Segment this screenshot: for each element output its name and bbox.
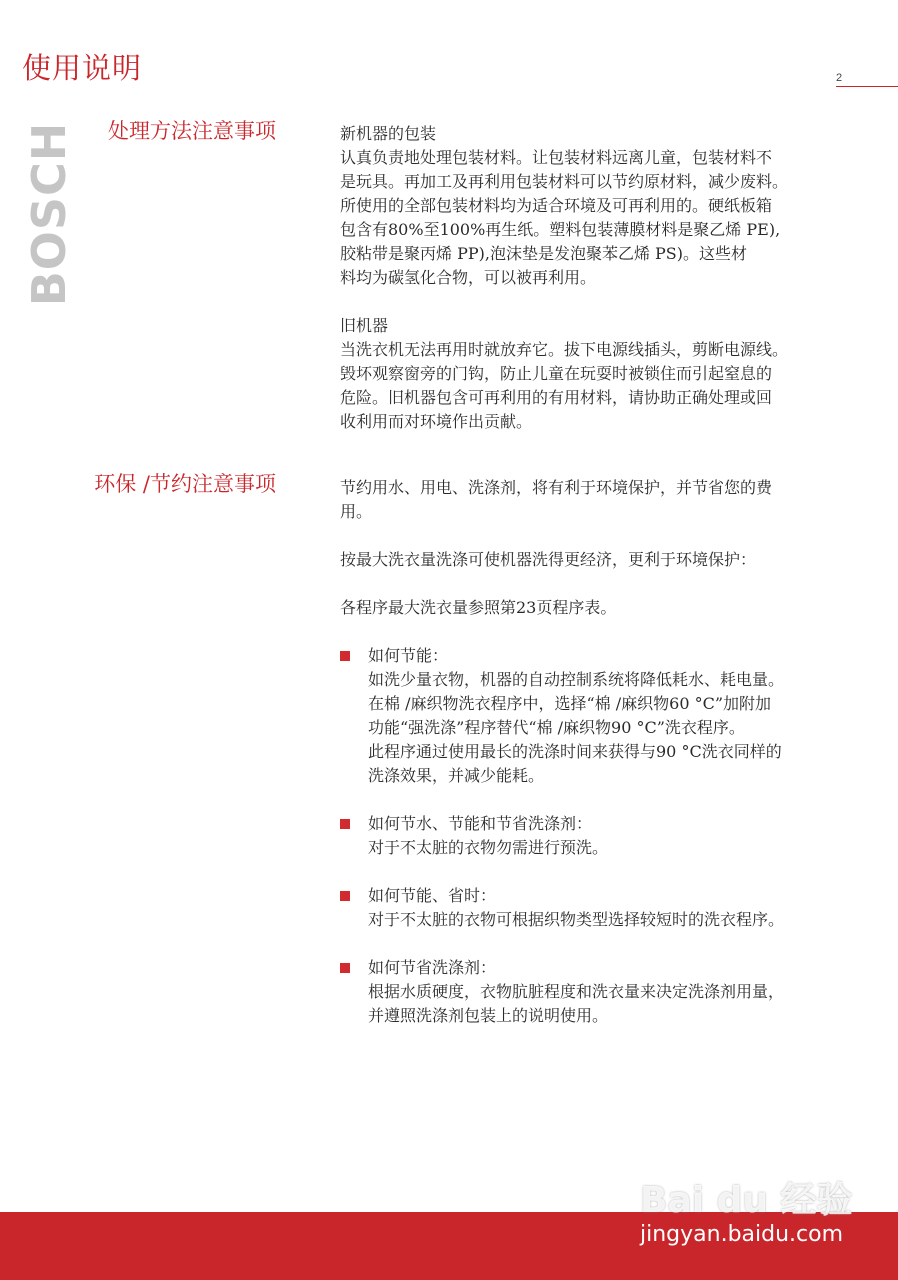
watermark [600,1160,890,1270]
page-number-rule [836,86,898,87]
text-line: 当洗衣机无法再用时就放弃它。拔下电源线插头，剪断电源线。 [340,340,789,359]
brand-logo [22,121,76,307]
page-number: 2 [836,72,843,84]
text-line: 新机器的包装 [340,124,437,143]
text-line: 如洗少量衣物，机器的自动控制系统将降低耗水、耗电量。 [368,670,785,689]
bullet-square-icon [340,819,350,829]
text-line: 此程序通过使用最长的洗涤时间来获得与90 °C洗衣同样的 [368,742,782,761]
section-heading-eco: 环保 /节约注意事项 [94,472,276,496]
section-heading-disposal: 处理方法注意事项 [108,119,276,143]
text-line: 旧机器 [340,316,389,335]
text-line: 如何节能： [368,646,449,665]
text-line: 认真负责地处理包装材料。让包装材料远离儿童，包装材料不 [340,148,773,167]
text-line: 洗涤效果，并减少能耗。 [368,766,545,785]
text-line: 毁坏观察窗旁的门钩，防止儿童在玩耍时被锁住而引起窒息的 [340,364,773,383]
text-line: 所使用的全部包装材料均为适合环境及可再利用的。硬纸板箱 [340,196,773,215]
text-line: 对于不太脏的衣物勿需进行预洗。 [368,838,609,857]
text-line: 对于不太脏的衣物可根据织物类型选择较短时的洗衣程序。 [368,910,785,929]
bullet-save-energy-time [340,884,850,932]
text-line: 各程序最大洗衣量参照第23页程序表。 [340,598,617,617]
text-line: 按最大洗衣量洗涤可使机器洗得更经济，更利于环境保护： [340,550,757,569]
text-line: 包含有80%至100%再生纸。塑料包装薄膜材料是聚乙烯 PE), [340,220,781,239]
eco-section-body [340,476,850,1052]
text-line: 胶粘带是聚丙烯 PP),泡沫垫是发泡聚苯乙烯 PS)。这些材 [340,244,748,263]
text-line: 料均为碳氢化合物，可以被再利用。 [340,268,597,287]
text-line: 如何节省洗涤剂： [368,958,497,977]
watermark-url: jingyan.baidu.com [640,1222,844,1247]
bullet-square-icon [340,963,350,973]
paragraph-intro [340,476,850,524]
paragraph-max-load [340,548,850,572]
paragraph-program-table-ref [340,596,850,620]
brand-logo-text: BOSCH [22,121,76,307]
text-line: 收利用而对环境作出贡献。 [340,412,533,431]
text-line: 用。 [340,502,373,521]
text-line: 如何节水、节能和节省洗涤剂： [368,814,593,833]
text-line: 是玩具。再加工及再利用包装材料可以节约原材料，减少废料。 [340,172,789,191]
paragraph-old-machine [340,314,850,434]
disposal-section-body [340,122,850,458]
page-title: 使用说明 [22,51,143,85]
watermark-logo: Bai du 经验 [640,1180,853,1221]
text-line: 如何节能、省时： [368,886,497,905]
text-line: 节约用水、用电、洗涤剂，将有利于环境保护，并节省您的费 [340,478,773,497]
bullet-save-water-energy-detergent [340,812,850,860]
text-line: 并遵照洗涤剂包装上的说明使用。 [368,1006,609,1025]
bullet-save-energy [340,644,850,788]
bullet-square-icon [340,891,350,901]
text-line: 功能“强洗涤”程序替代“棉 /麻织物90 °C”洗衣程序。 [368,718,745,737]
text-line: 危险。旧机器包含可再利用的有用材料，请协助正确处理或回 [340,388,773,407]
paragraph-new-packaging [340,122,850,290]
text-line: 根据水质硬度，衣物肮脏程度和洗衣量来决定洗涤剂用量， [368,982,785,1001]
text-line: 在棉 /麻织物洗衣程序中，选择“棉 /麻织物60 °C”加附加 [368,694,772,713]
bullet-square-icon [340,651,350,661]
bullet-save-detergent [340,956,850,1028]
